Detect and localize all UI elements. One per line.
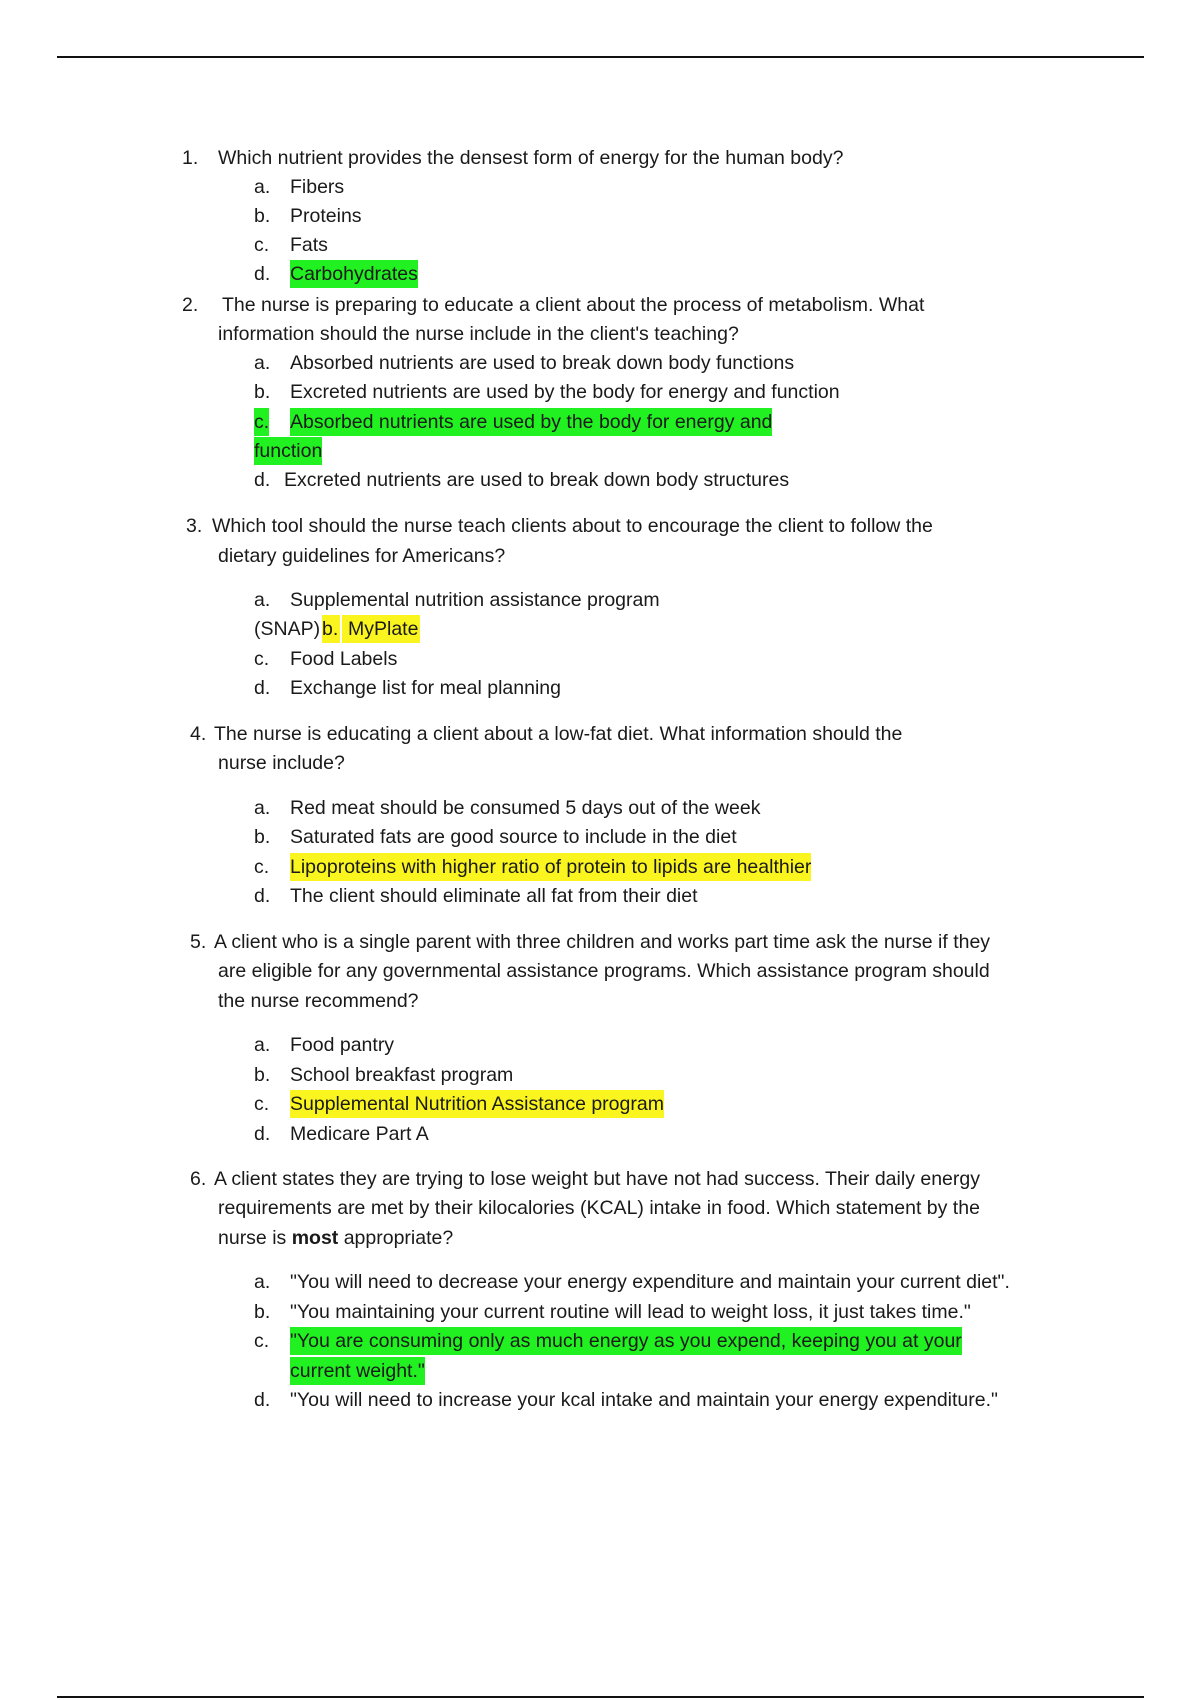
- question-1-number: 1.: [182, 147, 199, 169]
- q1-option-b: Proteins: [290, 205, 362, 227]
- q2-option-a: Absorbed nutrients are used to break down body functions: [290, 352, 795, 374]
- q6-option-b-letter: b.: [254, 1301, 271, 1323]
- question-3-number: 3.: [186, 515, 203, 537]
- q6-option-b: "You maintaining your current routine will lead to weight loss, it just takes time.": [290, 1301, 971, 1323]
- q3-option-d-letter: d.: [254, 677, 271, 699]
- q2-option-d-letter: d.: [254, 469, 271, 491]
- q3-option-d: Exchange list for meal planning: [290, 677, 561, 699]
- q4-option-b-letter: b.: [254, 826, 271, 848]
- q2-option-c-answer-cont: function: [254, 437, 322, 465]
- q6-stem-before: nurse is: [218, 1227, 292, 1249]
- q5-option-a: Food pantry: [290, 1034, 395, 1056]
- question-4-stem-line1: The nurse is educating a client about a low-fat diet. What information should the: [214, 723, 903, 745]
- q6-stem-after: appropriate?: [338, 1227, 454, 1249]
- q4-option-d: The client should eliminate all fat from their diet: [290, 885, 698, 907]
- question-2-number: 2.: [182, 294, 199, 316]
- q1-option-c: Fats: [290, 234, 328, 256]
- question-4-number: 4.: [190, 723, 207, 745]
- q3-option-a-letter: a.: [254, 589, 271, 611]
- q3-option-a-cont: (SNAP): [254, 618, 321, 640]
- question-4-stem-line2: nurse include?: [218, 752, 345, 774]
- q6-option-d-letter: d.: [254, 1389, 271, 1411]
- q4-option-a: Red meat should be consumed 5 days out of the week: [290, 797, 761, 819]
- q6-option-a-letter: a.: [254, 1271, 271, 1293]
- q3-option-b-letter: b.: [322, 615, 340, 643]
- q5-option-d: Medicare Part A: [290, 1123, 429, 1145]
- q5-option-b-letter: b.: [254, 1064, 271, 1086]
- q4-option-c-answer: Lipoproteins with higher ratio of protein to lipids are healthier: [290, 853, 811, 881]
- q2-option-d: Excreted nutrients are used to break down body structures: [284, 469, 790, 491]
- q2-option-c-letter: c.: [254, 408, 269, 436]
- question-6-stem-line3: [218, 1224, 453, 1252]
- question-3-stem-line1: Which tool should the nurse teach clients about to encourage the client to follow the: [212, 515, 933, 537]
- question-6-stem-line1: A client states they are trying to lose weight but have not had success. Their daily energy: [214, 1168, 980, 1190]
- q6-option-c-letter: c.: [254, 1330, 270, 1352]
- q3-option-c: Food Labels: [290, 648, 398, 670]
- q5-option-b: School breakfast program: [290, 1064, 514, 1086]
- question-3-stem-line2: dietary guidelines for Americans?: [218, 545, 506, 567]
- q5-option-a-letter: a.: [254, 1034, 271, 1056]
- q4-option-b: Saturated fats are good source to include in the diet: [290, 826, 737, 848]
- q2-option-b-letter: b.: [254, 381, 271, 403]
- q2-option-a-letter: a.: [254, 352, 271, 374]
- question-5-stem-line1: A client who is a single parent with three children and works part time ask the nurse if they: [214, 931, 991, 953]
- question-1-stem: Which nutrient provides the densest form of energy for the human body?: [218, 147, 844, 169]
- q1-option-d-answer: Carbohydrates: [290, 260, 418, 288]
- q2-option-c-answer: Absorbed nutrients are used by the body for energy and: [290, 408, 772, 436]
- q6-option-a: "You will need to decrease your energy expenditure and maintain your current diet".: [290, 1271, 1010, 1293]
- q6-option-c-answer-cont: current weight.": [290, 1357, 425, 1385]
- q3-option-c-letter: c.: [254, 648, 270, 670]
- q1-option-a-letter: a.: [254, 176, 271, 198]
- footer-rule: [57, 1696, 1144, 1698]
- q2-option-b: Excreted nutrients are used by the body for energy and function: [290, 381, 840, 403]
- q6-option-c-answer: "You are consuming only as much energy as you expend, keeping you at your: [290, 1327, 962, 1355]
- question-2-stem-line1: The nurse is preparing to educate a client about the process of metabolism. What: [222, 294, 925, 316]
- q4-option-c-letter: c.: [254, 856, 270, 878]
- header-rule: [57, 56, 1144, 58]
- q3-option-a: Supplemental nutrition assistance program: [290, 589, 660, 611]
- q5-option-c-letter: c.: [254, 1093, 270, 1115]
- q3-option-b-answer: MyPlate: [342, 615, 420, 643]
- q5-option-c-answer: Supplemental Nutrition Assistance program: [290, 1090, 664, 1118]
- q1-option-c-letter: c.: [254, 234, 270, 256]
- q4-option-a-letter: a.: [254, 797, 271, 819]
- question-6-number: 6.: [190, 1168, 207, 1190]
- q5-option-d-letter: d.: [254, 1123, 271, 1145]
- q4-option-d-letter: d.: [254, 885, 271, 907]
- q1-option-b-letter: b.: [254, 205, 271, 227]
- q1-option-a: Fibers: [290, 176, 345, 198]
- q1-option-d-letter: d.: [254, 263, 271, 285]
- q6-stem-emphasis: most: [291, 1227, 339, 1249]
- question-6-stem-line2: requirements are met by their kilocalories (KCAL) intake in food. Which statement by the: [218, 1197, 980, 1219]
- question-5-stem-line3: the nurse recommend?: [218, 990, 419, 1012]
- q6-option-d: "You will need to increase your kcal intake and maintain your energy expenditure.": [290, 1389, 998, 1411]
- question-5-number: 5.: [190, 931, 207, 953]
- question-5-stem-line2: are eligible for any governmental assistance programs. Which assistance program should: [218, 960, 990, 982]
- question-2-stem-line2: information should the nurse include in the client's teaching?: [218, 323, 739, 345]
